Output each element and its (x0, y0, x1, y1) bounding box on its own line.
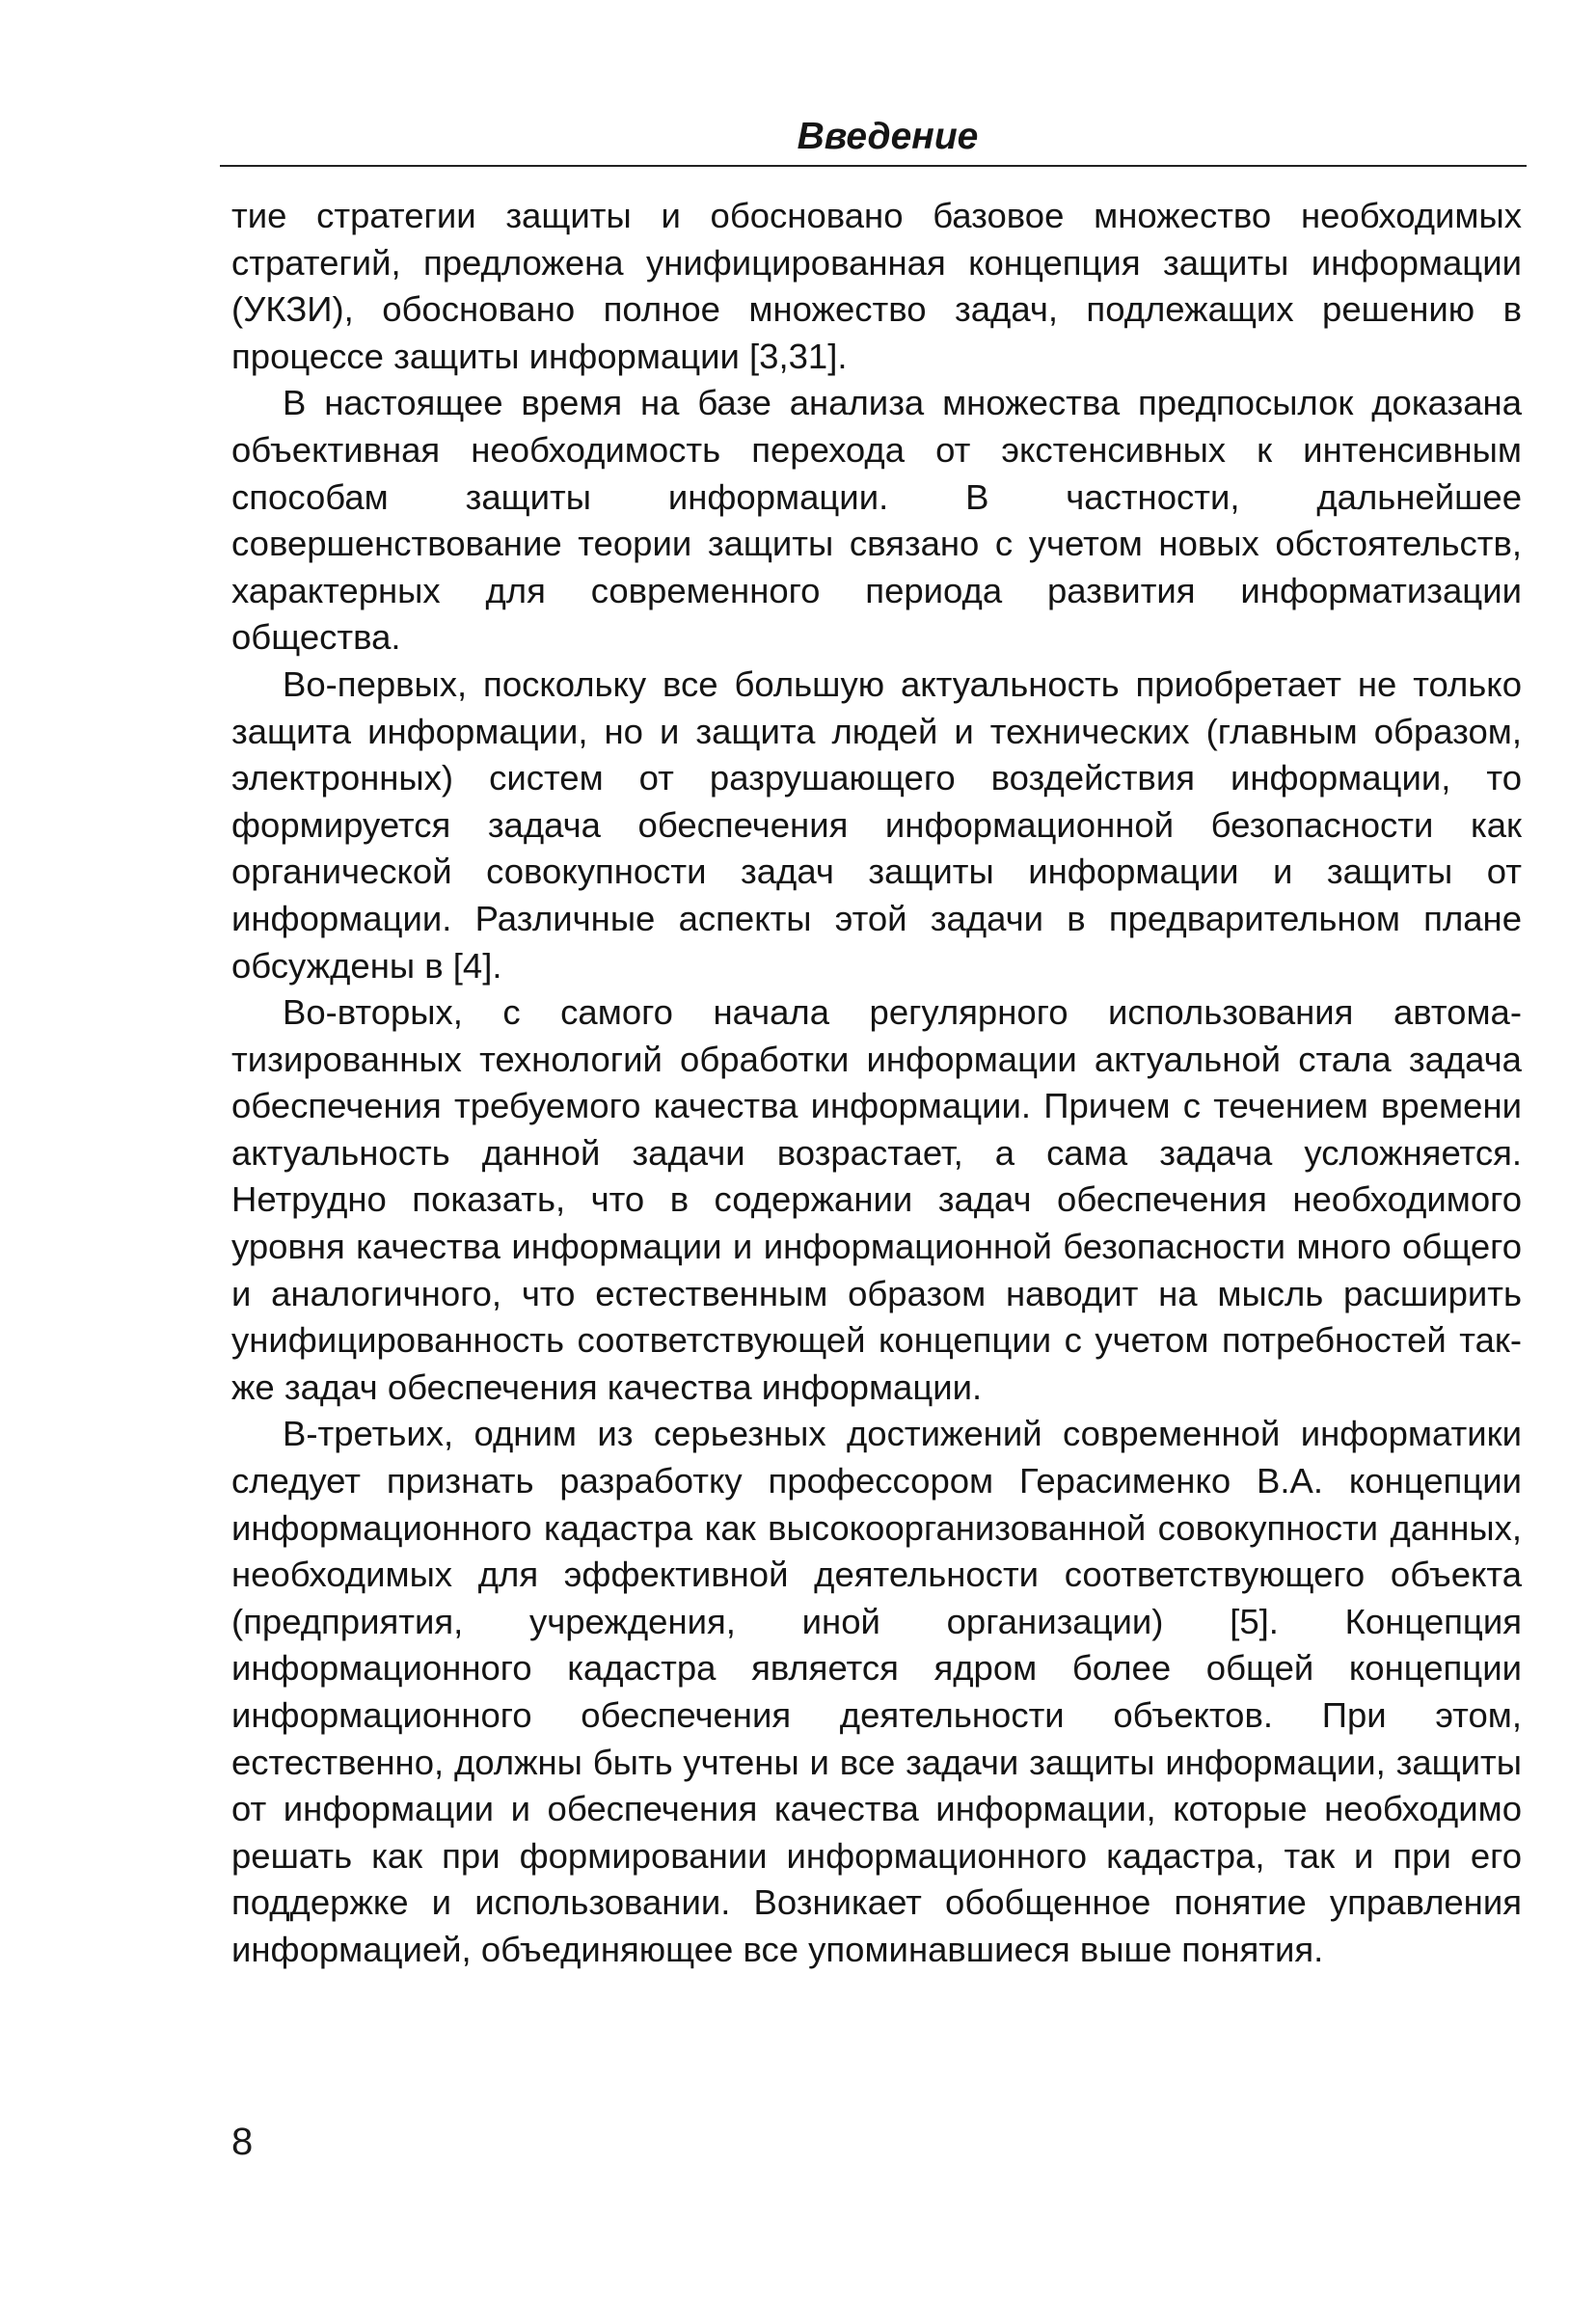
running-header-title: Введение (797, 116, 979, 157)
paragraph-current-state: В настоящее время на базе анализа множества предпосылок доказана объективная необходимость перехода от экстенсивных к интенсивным способам защиты информации. В частности, дальнейшее совершенствование теории защиты связано с учетом новых обстоятельств, характерных для современного периода развития информатизации общества. (231, 383, 1522, 658)
paragraph-continuation: тие стратегии защиты и обосновано базовое множество необходимых стратегий, предложена унифицированная концепция защиты информации (УКЗИ), обосновано полное множество задач, подлежащих решению в процессе защиты информации [3,31]. (231, 196, 1522, 376)
paragraph-first-point: Во-первых, поскольку все большую актуальность приобретает не только защита информации, но и защита людей и технических (главным образом, электронных) систем от разрушающего воздействия информации, то формируется задача обеспечения информационной безопасности как органической совокупности задач защиты информации и защиты от информации. Различные аспекты этой задачи в предварительном плане обсуждены в [4]. (231, 663, 1522, 986)
page-number: 8 (231, 2121, 254, 2163)
paragraph-third-point: В-третьих, одним из серьезных достижений современной информатики следует признать разработку профессором Герасименко В.А. концепции информационного кадастра как высокоорганизованной совокупности данных, необходимых для эффективной деятельности соответствующего объекта (предприятия, учреждения, иной организации) [5]. Концепция информационного кадастра является ядром более общей концепции информационного обеспечения деятельности объектов. При этом, естественно, должны быть учтены и все задачи защиты информации, защиты от информации и обеспечения качества информации, которые необходимо решать как при формировании информационного кадастра, так и при его поддержке и использовании. Возникает обобщенное понятие управления информацией, объединяющее все упоминавшиеся выше понятия. (231, 1414, 1522, 1969)
running-header (220, 114, 1527, 166)
body-text (231, 193, 1522, 1974)
paragraph-second-point: Во-вторых, с самого начала регулярного использования автоматизированных технологий обработки информации актуальной стала задача обеспечения требуемого качества информации. Причем с течением времени актуальность данной задачи возрастает, а сама задача усложняется. Нетрудно показать, что в содержании задач обеспечения необходимого уровня качества информации и информационной безопасности много общего и аналогичного, что естественным образом наводит на мысль расширить унифицированность соответствующей концепции с учетом потребностей также задач обеспечения качества информации. (231, 992, 1522, 1407)
header-rule (220, 165, 1527, 167)
